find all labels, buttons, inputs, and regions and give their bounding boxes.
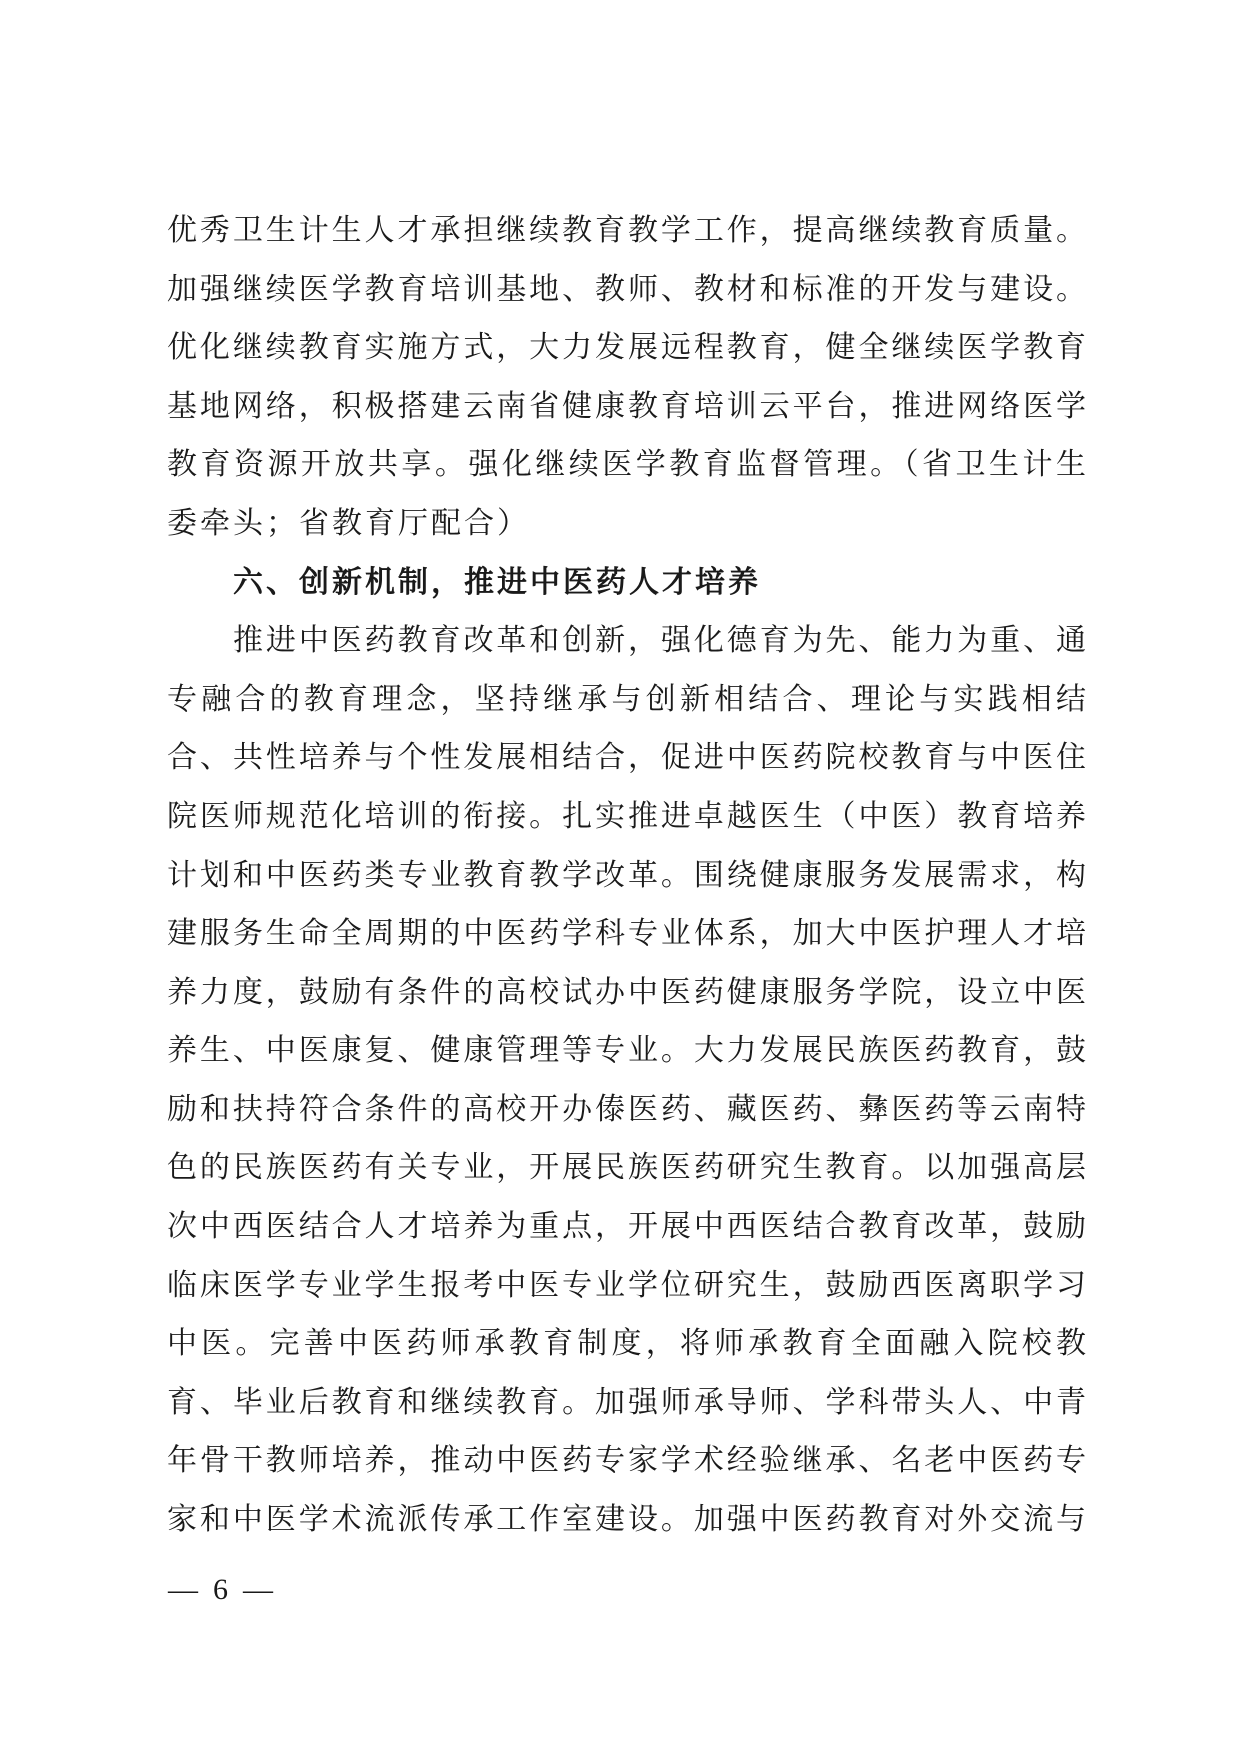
body-line: 计划和中医药类专业教育教学改革。围绕健康服务发展需求，构 (167, 858, 1086, 893)
body-line: 加强继续医学教育培训基地、教师、教材和标准的开发与建设。 (167, 272, 1086, 307)
body-line: 家和中医学术流派传承工作室建设。加强中医药教育对外交流与 (167, 1502, 1086, 1537)
body-line: 委牵头；省教育厅配合） (167, 506, 530, 541)
body-line: 色的民族医药有关专业，开展民族医药研究生教育。以加强高层 (167, 1150, 1086, 1185)
body-line: 励和扶持符合条件的高校开办傣医药、藏医药、彝医药等云南特 (167, 1092, 1086, 1127)
body-line: 养生、中医康复、健康管理等专业。大力发展民族医药教育，鼓 (167, 1033, 1086, 1068)
body-line: 基地网络，积极搭建云南省健康教育培训云平台，推进网络医学 (167, 389, 1086, 424)
body-line: 优化继续教育实施方式，大力发展远程教育，健全继续医学教育 (167, 330, 1086, 365)
body-line: 院医师规范化培训的衔接。扎实推进卓越医生（中医）教育培养 (167, 799, 1086, 834)
section-heading: 六、创新机制，推进中医药人才培养 (233, 565, 761, 600)
body-line: 中医。完善中医药师承教育制度，将师承教育全面融入院校教 (167, 1326, 1086, 1361)
body-line: 年骨干教师培养，推动中医药专家学术经验继承、名老中医药专 (167, 1443, 1086, 1478)
body-line: 建服务生命全周期的中医药学科专业体系，加大中医护理人才培 (167, 916, 1086, 951)
body-line: 育、毕业后教育和继续教育。加强师承导师、学科带头人、中青 (167, 1385, 1086, 1420)
body-line: 临床医学专业学生报考中医专业学位研究生，鼓励西医离职学习 (167, 1268, 1086, 1303)
page-number: — 6 — (168, 1573, 273, 1606)
body-line: 养力度，鼓励有条件的高校试办中医药健康服务学院，设立中医 (167, 975, 1086, 1010)
body-line: 专融合的教育理念，坚持继承与创新相结合、理论与实践相结 (167, 682, 1086, 717)
body-line: 教育资源开放共享。强化继续医学教育监督管理。（省卫生计生 (167, 447, 1086, 482)
body-line: 合、共性培养与个性发展相结合，促进中医药院校教育与中医住 (167, 740, 1086, 775)
body-line: 优秀卫生计生人才承担继续教育教学工作，提高继续教育质量。 (167, 213, 1086, 248)
body-line: 推进中医药教育改革和创新，强化德育为先、能力为重、通 (233, 623, 1086, 658)
body-line: 次中西医结合人才培养为重点，开展中西医结合教育改革，鼓励 (167, 1209, 1086, 1244)
